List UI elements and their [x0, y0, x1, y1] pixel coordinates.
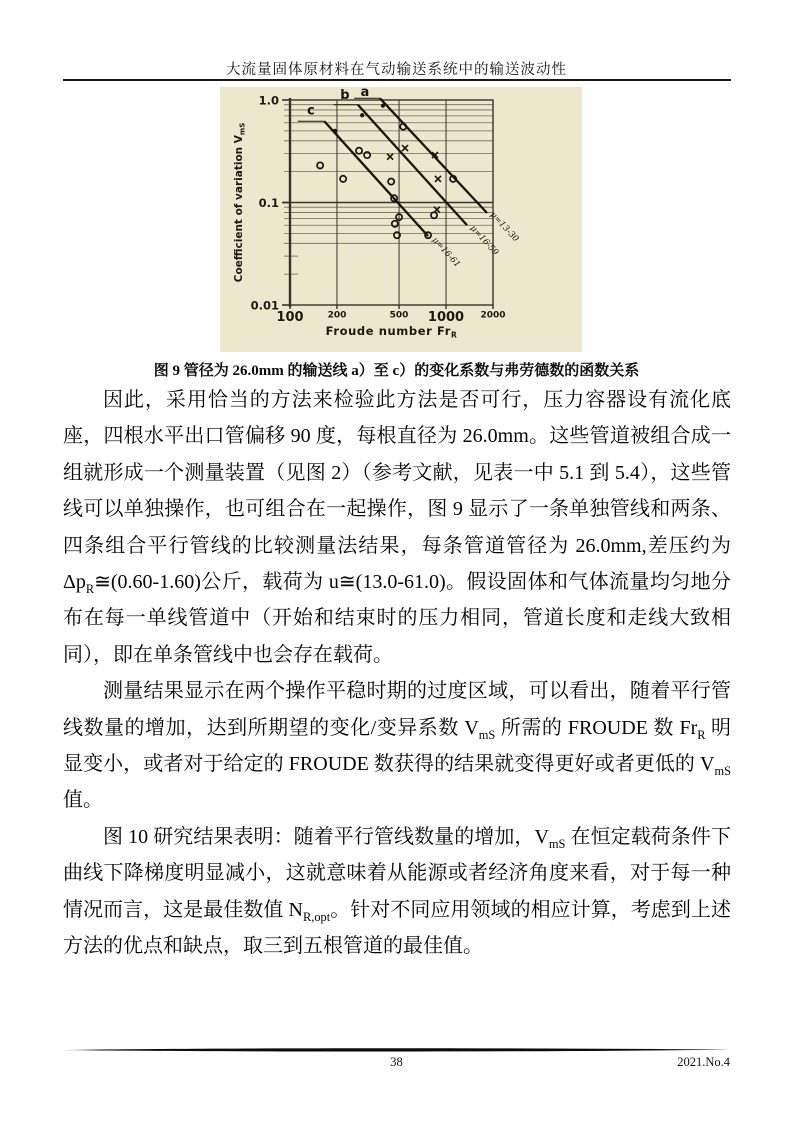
svg-text:500: 500	[389, 310, 409, 321]
svg-text:a: a	[360, 87, 370, 100]
svg-text:200: 200	[327, 310, 347, 321]
body-text	[63, 382, 731, 965]
paragraph-2: 测量结果显示在两个操作平稳时期的过度区域，可以看出，随着平行管线数量的增加，达到所期望的变化/变异系数 $V_{mS}$ 所需的 FROUDE 数 $Fr_R$ 明显变小，或者对于给定的 FROUDE 数获得的结果就变得更好或者更低的 $V_{mS}$ 值。	[63, 680, 732, 812]
svg-text:μ=16-61: μ=16-61	[429, 235, 463, 270]
chart-svg	[220, 87, 582, 352]
footer-rule	[63, 1047, 731, 1053]
svg-text:b: b	[340, 88, 350, 104]
svg-text:0.1: 0.1	[258, 196, 279, 210]
page-number: 38	[390, 1055, 403, 1069]
figure-caption: 图 9 管径为 26.0mm 的输送线 a）至 c）的变化系数与弗劳德数的函数关系	[153, 363, 640, 379]
figure-9-chart	[220, 87, 582, 352]
paragraph-3: 图 10 研究结果表明：随着平行管线数量的增加，$V_{mS}$ 在恒定载荷条件下曲线下降梯度明显减小，这就意味着从能源或者经济角度来看，对于每一种情况而言，这是最佳数值 $N_{R,opt}$。针对不同应用领域的相应计算，考虑到上述方法的优点和缺点，取三到五根管道的最佳值。	[63, 825, 731, 958]
svg-text:1000: 1000	[427, 310, 465, 325]
svg-text:1.0: 1.0	[258, 93, 279, 108]
svg-text:Froude number FrR: Froude number $Fr_R$	[325, 324, 458, 340]
svg-text:μ=16-59: μ=16-59	[467, 223, 501, 258]
paragraph-1: 因此，采用恰当的方法来检验此方法是否可行，压力容器设有流化底座，四根水平出口管偏移 90 度，每根直径为 26.0mm。这些管道被组合成一组就形成一个测量装置（见图 2）（参考文献，见表一中 5.1 到 5.4），这些管线可以单独操作，也可组合在一起操作，图 9 显示了一条单独管线和两条、四条组合平行管线的比较测量法结果，每条管道管径为 26.0mm,差压约为$\Delta p_R≅(0.60-1.60)$公斤，载荷为 u≅(13.0-61.0)。假设固体和气体流量均匀地分布在每一单线管道中（开始和结束时的压力相同，管道长度和走线大致相同），即在单条管线中也会存在载荷。	[63, 389, 731, 666]
svg-text:2000: 2000	[480, 310, 506, 321]
svg-text:Coefficient of variation VmS: Coefficient of variation $V_{mS}$	[233, 122, 247, 283]
svg-text:100: 100	[276, 310, 304, 325]
header-rule	[63, 79, 731, 81]
svg-text:0.01: 0.01	[250, 298, 279, 313]
svg-text:c: c	[306, 103, 315, 119]
svg-text:μ=13-30: μ=13-30	[487, 210, 521, 245]
issue-label: 2021.No.4	[677, 1055, 730, 1069]
header-title: 大流量固体原材料在气动输送系统中的输送波动性	[226, 62, 567, 78]
